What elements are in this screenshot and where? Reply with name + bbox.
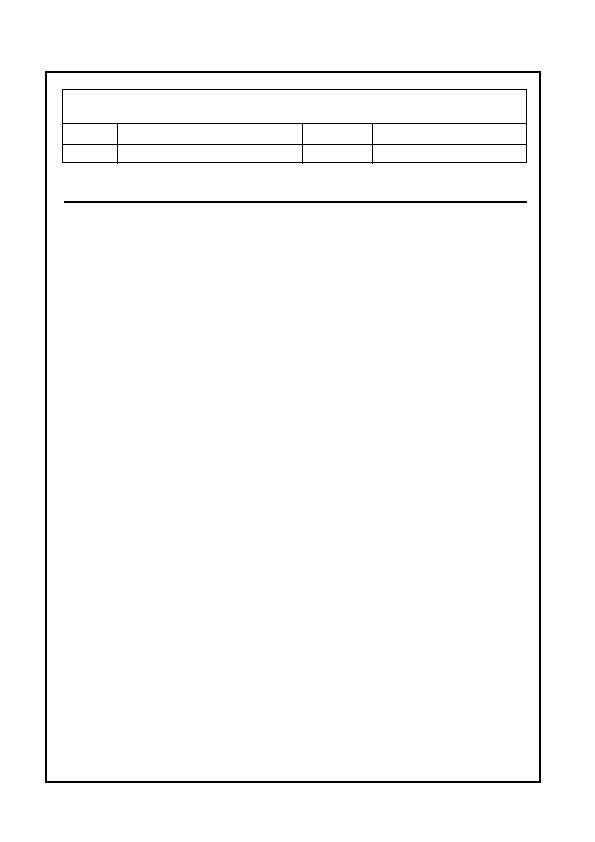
body-line [64,528,536,543]
section-heading [64,181,527,203]
header-value-b [373,124,528,144]
body-line [64,382,536,397]
body-line [64,251,536,266]
header-title-cell [63,90,526,124]
body-line [64,572,536,587]
header-label-c [63,144,118,164]
body-line [64,397,536,412]
body-line [64,426,536,441]
body-line [64,309,536,324]
body-line [64,543,536,558]
body-line [64,747,536,762]
header-value-a [118,124,303,144]
header-value-c [118,144,303,164]
body-line [64,557,536,572]
header-label-d [303,144,373,164]
body-line [64,338,536,353]
body-line [64,441,536,456]
body-line [64,689,536,704]
body-line [64,674,536,689]
body-line [64,222,536,237]
header-table [62,89,527,163]
body-line [64,368,536,383]
body-line [64,630,536,645]
body-line [64,762,536,777]
body-line [64,513,536,528]
body-line [64,207,536,222]
header-label-b [303,124,373,144]
body-line [64,659,536,674]
body-line [64,586,536,601]
body-line [64,236,536,251]
body-line [64,353,536,368]
body-line [64,470,536,485]
body-line [64,718,536,733]
body-line [64,645,536,660]
header-row-1 [63,124,526,145]
document-frame [45,71,541,783]
body-line [64,265,536,280]
body-text [64,207,536,776]
header-row-2 [63,144,526,164]
body-line [64,616,536,631]
body-line [64,703,536,718]
body-line [64,484,536,499]
body-line [64,455,536,470]
body-line [64,295,536,310]
body-line [64,499,536,514]
body-line [64,280,536,295]
body-line [64,732,536,747]
header-label-a [63,124,118,144]
body-line [64,324,536,339]
body-line [64,411,536,426]
header-value-d [373,144,528,164]
body-line [64,601,536,616]
